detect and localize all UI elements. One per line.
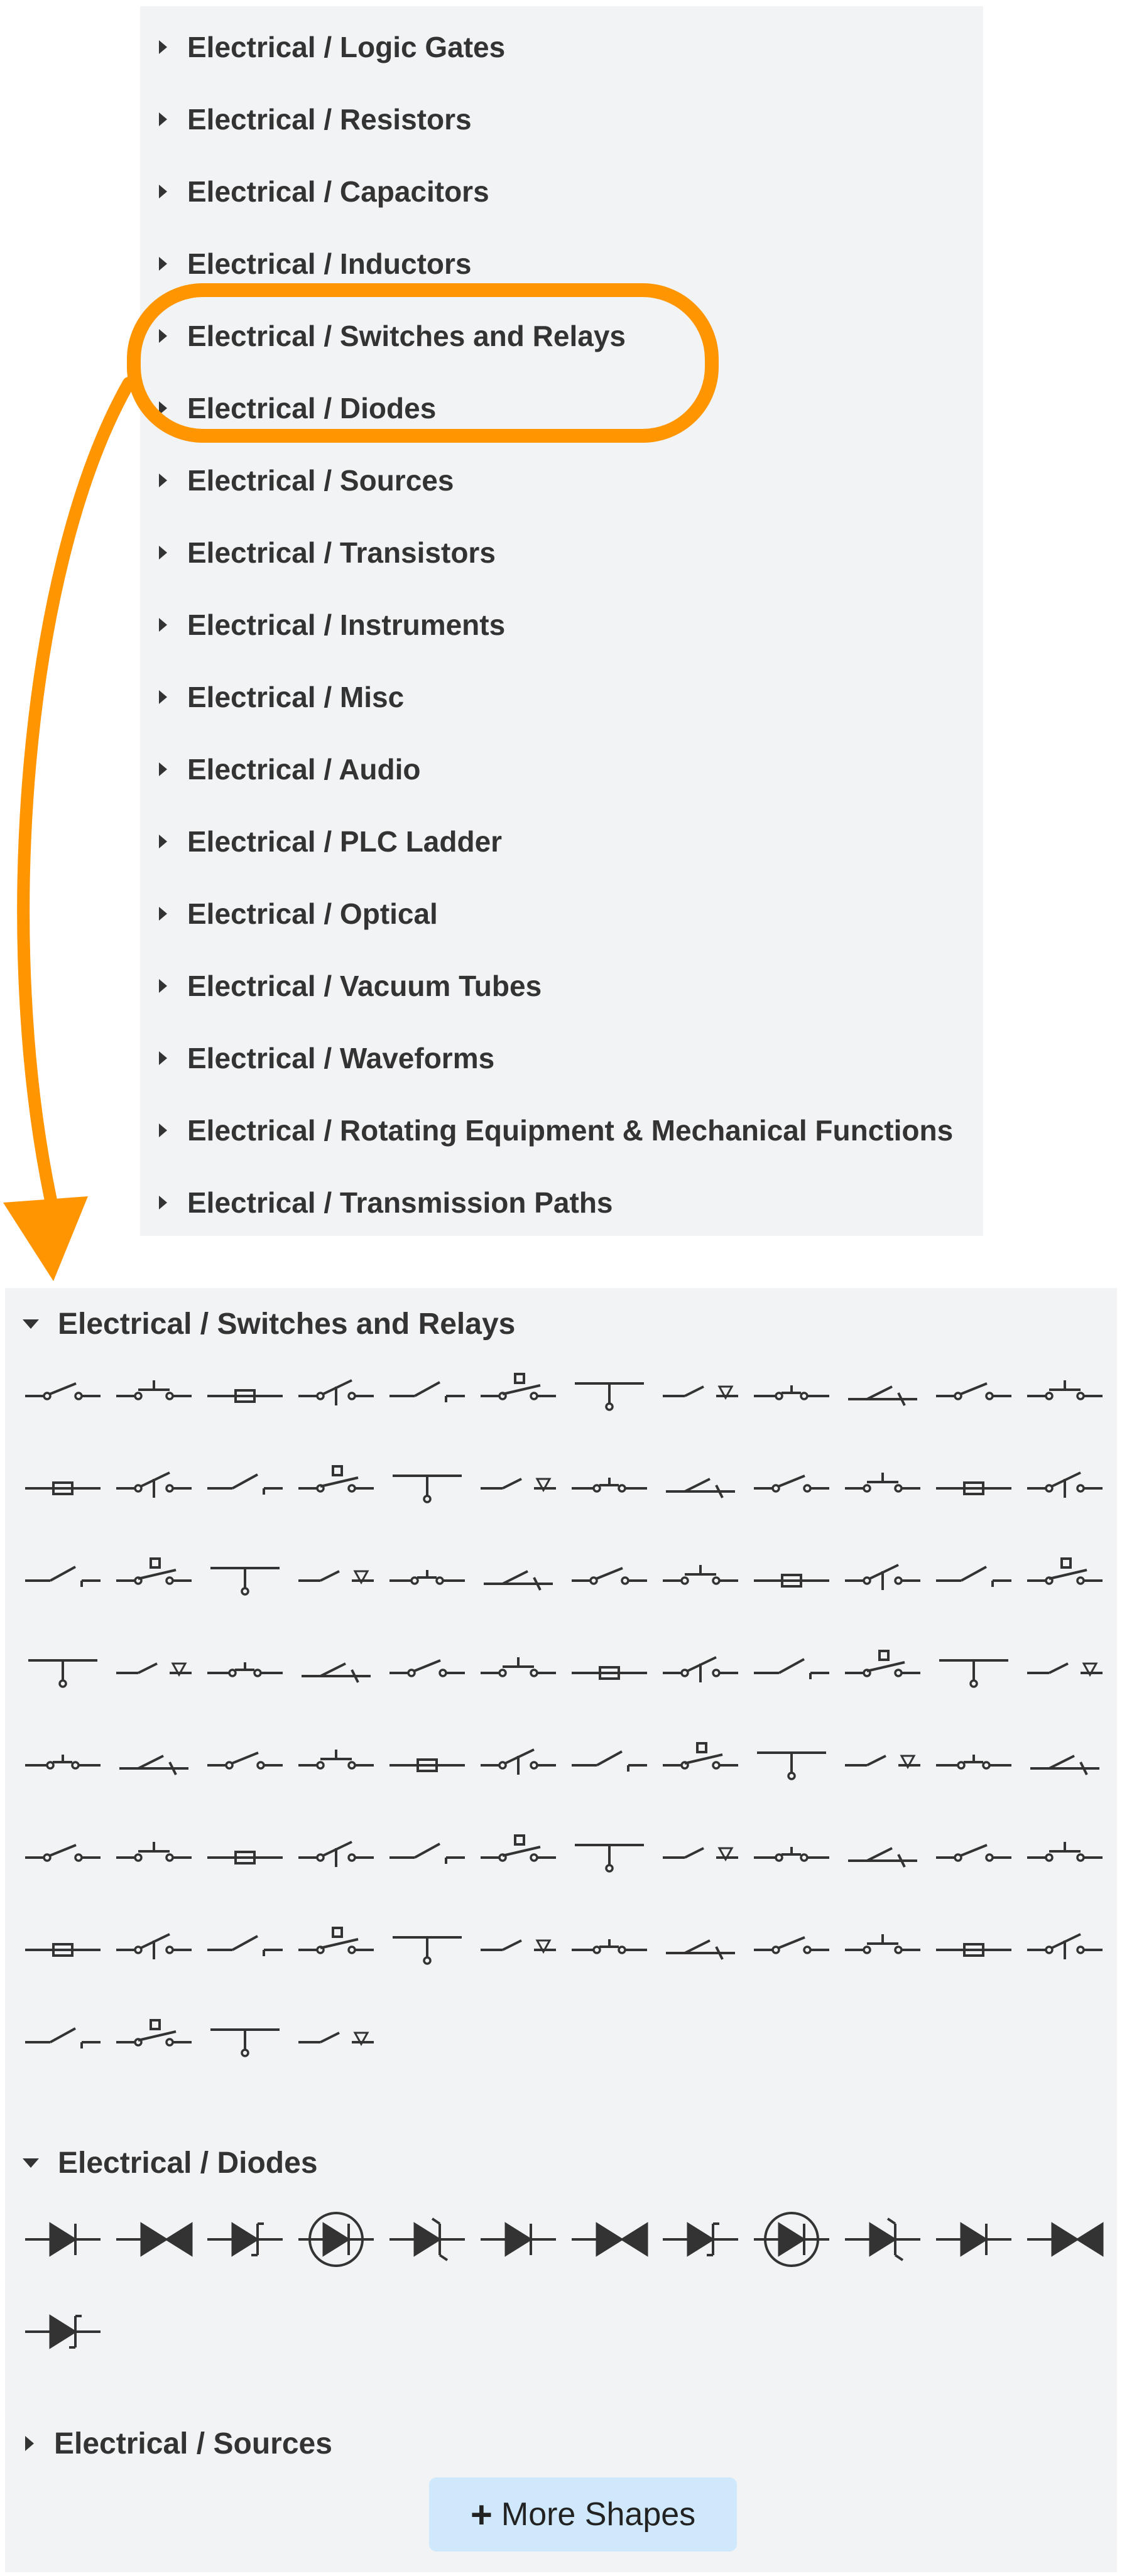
switch-relay-shape-icon xyxy=(751,1823,832,1892)
switch-relay-shape-icon xyxy=(113,1454,195,1523)
switch-relay-shape-88[interactable] xyxy=(292,2001,380,2083)
switch-relay-shape-icon xyxy=(22,1638,104,1707)
switch-relay-shape-icon xyxy=(477,1731,559,1800)
switch-relay-shape-38[interactable] xyxy=(110,1632,198,1714)
category-transistors[interactable] xyxy=(140,521,983,584)
diode-shape-icon xyxy=(295,2205,377,2274)
diode-shape-5[interactable] xyxy=(383,2199,471,2280)
switch-relay-shape-60[interactable] xyxy=(1021,1724,1109,1806)
switch-relay-shape-64[interactable] xyxy=(292,1817,380,1898)
more-shapes-button[interactable] xyxy=(429,2477,737,2552)
switch-relay-shape-53[interactable] xyxy=(383,1724,471,1806)
switch-relay-shape-icon xyxy=(477,1638,559,1707)
switch-relay-shape-59[interactable] xyxy=(930,1724,1018,1806)
shape-library-expanded-panel xyxy=(5,1288,1117,2572)
diode-shape-icon xyxy=(569,2205,650,2274)
diode-shape-12[interactable] xyxy=(1021,2199,1109,2280)
category-logic-gates[interactable] xyxy=(140,16,983,78)
category-label: Electrical / Transmission Paths xyxy=(187,1186,613,1219)
diode-shape-icon xyxy=(204,2205,286,2274)
switch-relay-shape-66[interactable] xyxy=(474,1817,562,1898)
category-sources[interactable] xyxy=(140,449,983,512)
switch-relay-shape-icon xyxy=(1024,1546,1106,1615)
switch-relay-shape-81[interactable] xyxy=(748,1909,836,1991)
switch-relay-shape-icon xyxy=(386,1731,468,1800)
switch-relay-shape-icon xyxy=(933,1915,1015,1984)
switch-relay-shape-50[interactable] xyxy=(110,1724,198,1806)
switch-relay-shape-61[interactable] xyxy=(19,1817,107,1898)
switch-relay-shape-icon xyxy=(477,1546,559,1615)
switch-relay-shape-icon xyxy=(842,1361,923,1431)
switch-relay-shape-icon xyxy=(22,1546,104,1615)
chevron-right-icon xyxy=(159,835,167,848)
section-title: Electrical / Sources xyxy=(54,2427,332,2460)
category-label: Electrical / Instruments xyxy=(187,609,506,641)
category-transmission-paths[interactable] xyxy=(140,1171,983,1234)
chevron-down-icon xyxy=(23,2158,39,2168)
switch-relay-shape-icon xyxy=(569,1546,650,1615)
switch-relay-shape-46[interactable] xyxy=(839,1632,927,1714)
diode-shape-10[interactable] xyxy=(839,2199,927,2280)
switch-relay-shape-76[interactable] xyxy=(292,1909,380,1991)
chevron-right-icon xyxy=(159,401,167,415)
category-label: Electrical / Inductors xyxy=(187,247,472,280)
chevron-right-icon xyxy=(159,979,167,993)
switch-relay-shape-icon xyxy=(751,1454,832,1523)
category-label: Electrical / Sources xyxy=(187,464,454,497)
more-shapes-label: More Shapes xyxy=(501,2496,696,2533)
switch-relay-shape-icon xyxy=(22,1454,104,1523)
switch-relay-shape-icon xyxy=(295,1915,377,1984)
switch-relay-shape-icon xyxy=(751,1361,832,1431)
switch-relay-shape-39[interactable] xyxy=(201,1632,289,1714)
switch-relay-shape-icon xyxy=(113,1546,195,1615)
switch-relay-shape-icon xyxy=(477,1454,559,1523)
chevron-right-icon xyxy=(159,329,167,343)
category-label: Electrical / Rotating Equipment & Mechanical Functions xyxy=(187,1114,954,1147)
diode-shape-3[interactable] xyxy=(201,2199,289,2280)
switch-relay-shape-icon xyxy=(295,1638,377,1707)
diode-shape-9[interactable] xyxy=(748,2199,836,2280)
chevron-right-icon xyxy=(159,1196,167,1210)
switch-relay-shape-83[interactable] xyxy=(930,1909,1018,1991)
switch-relay-shape-26[interactable] xyxy=(110,1540,198,1621)
switch-relay-shape-15[interactable] xyxy=(201,1448,289,1529)
section-header-sources[interactable] xyxy=(5,2415,1117,2472)
switch-relay-shape-icon xyxy=(477,1915,559,1984)
category-label: Electrical / Logic Gates xyxy=(187,31,506,63)
switch-relay-shape-icon xyxy=(477,1361,559,1431)
switch-relay-shape-22[interactable] xyxy=(839,1448,927,1529)
switch-relay-shape-42[interactable] xyxy=(474,1632,562,1714)
switch-relay-shape-icon xyxy=(660,1454,741,1523)
diode-shape-6[interactable] xyxy=(474,2199,562,2280)
category-plc-ladder[interactable] xyxy=(140,810,983,873)
switch-relay-shape-40[interactable] xyxy=(292,1632,380,1714)
switch-relay-shape-85[interactable] xyxy=(19,2001,107,2083)
switch-relay-shape-icon xyxy=(933,1823,1015,1892)
switch-relay-shape-icon xyxy=(204,1454,286,1523)
switch-relay-shape-12[interactable] xyxy=(1021,1355,1109,1437)
switch-relay-shape-icon xyxy=(933,1731,1015,1800)
diode-shape-icon xyxy=(386,2205,468,2274)
switch-relay-shape-56[interactable] xyxy=(656,1724,744,1806)
switch-relay-shape-icon xyxy=(295,1361,377,1431)
switch-relay-shape-84[interactable] xyxy=(1021,1909,1109,1991)
chevron-right-icon xyxy=(159,618,167,632)
switch-relay-shape-icon xyxy=(295,1546,377,1615)
switch-relay-shape-45[interactable] xyxy=(748,1632,836,1714)
switch-relay-shape-icon xyxy=(660,1731,741,1800)
switch-relay-shape-icon xyxy=(22,2008,104,2077)
switch-relay-shape-47[interactable] xyxy=(930,1632,1018,1714)
switch-relay-shape-19[interactable] xyxy=(565,1448,653,1529)
switch-relay-shape-87[interactable] xyxy=(201,2001,289,2083)
switch-relay-shape-icon xyxy=(295,1731,377,1800)
switch-relay-shape-17[interactable] xyxy=(383,1448,471,1529)
switch-relay-shape-32[interactable] xyxy=(656,1540,744,1621)
chevron-right-icon xyxy=(159,1123,167,1137)
switch-relay-shape-icon xyxy=(386,1823,468,1892)
chevron-right-icon xyxy=(159,257,167,271)
diode-shape-2[interactable] xyxy=(110,2199,198,2280)
switch-relay-shape-16[interactable] xyxy=(292,1448,380,1529)
diode-shape-icon xyxy=(22,2297,104,2366)
chevron-right-icon xyxy=(159,690,167,704)
switch-relay-shape-35[interactable] xyxy=(930,1540,1018,1621)
switch-relay-shape-77[interactable] xyxy=(383,1909,471,1991)
switch-relay-shape-icon xyxy=(660,1361,741,1431)
switch-relay-shape-71[interactable] xyxy=(930,1817,1018,1898)
switch-relay-shape-68[interactable] xyxy=(656,1817,744,1898)
switch-relay-shape-2[interactable] xyxy=(110,1355,198,1437)
diode-shape-icon xyxy=(933,2205,1015,2274)
switch-relay-shape-49[interactable] xyxy=(19,1724,107,1806)
switch-relay-shape-58[interactable] xyxy=(839,1724,927,1806)
switch-relay-shape-icon xyxy=(22,1823,104,1892)
annotation-arrow-head xyxy=(3,1196,88,1281)
chevron-right-icon xyxy=(159,40,167,54)
switch-relay-shape-icon xyxy=(22,1915,104,1984)
switch-relay-shape-icon xyxy=(933,1638,1015,1707)
switch-relay-shape-57[interactable] xyxy=(748,1724,836,1806)
category-misc[interactable] xyxy=(140,666,983,728)
switch-relay-shape-icon xyxy=(204,1361,286,1431)
diode-shape-4[interactable] xyxy=(292,2199,380,2280)
switch-relay-shape-icon xyxy=(569,1454,650,1523)
switch-relay-shape-8[interactable] xyxy=(656,1355,744,1437)
switch-relay-shape-icon xyxy=(204,1546,286,1615)
chevron-right-icon xyxy=(159,907,167,921)
switch-relay-shape-icon xyxy=(1024,1454,1106,1523)
switch-relay-shape-51[interactable] xyxy=(201,1724,289,1806)
switch-relay-shape-icon xyxy=(22,1361,104,1431)
category-label: Electrical / Waveforms xyxy=(187,1042,495,1074)
chevron-right-icon xyxy=(159,112,167,126)
switch-relay-shape-5[interactable] xyxy=(383,1355,471,1437)
switch-relay-shape-icon xyxy=(933,1546,1015,1615)
switch-relay-shape-icon xyxy=(569,1823,650,1892)
section-title: Electrical / Switches and Relays xyxy=(58,1307,516,1341)
category-label: Electrical / Switches and Relays xyxy=(187,320,626,352)
diode-shape-icon xyxy=(842,2205,923,2274)
switch-relay-shape-icon xyxy=(569,1638,650,1707)
switch-relay-shape-23[interactable] xyxy=(930,1448,1018,1529)
category-label: Electrical / Audio xyxy=(187,753,421,786)
switch-relay-shape-70[interactable] xyxy=(839,1817,927,1898)
diode-shape-icon xyxy=(1024,2205,1106,2274)
category-instruments[interactable] xyxy=(140,593,983,656)
switch-relay-shape-37[interactable] xyxy=(19,1632,107,1714)
switch-relay-shape-34[interactable] xyxy=(839,1540,927,1621)
switch-relay-shape-icon xyxy=(751,1638,832,1707)
switch-relay-shape-icon xyxy=(933,1454,1015,1523)
switch-relay-shape-29[interactable] xyxy=(383,1540,471,1621)
diode-shape-1[interactable] xyxy=(19,2199,107,2280)
chevron-right-icon xyxy=(159,762,167,776)
switch-relay-shape-icon xyxy=(113,1915,195,1984)
category-rotating-equipment[interactable] xyxy=(140,1099,983,1162)
category-label: Electrical / Capacitors xyxy=(187,175,489,208)
category-waveforms[interactable] xyxy=(140,1027,983,1090)
switch-relay-shape-69[interactable] xyxy=(748,1817,836,1898)
category-vacuum-tubes[interactable] xyxy=(140,955,983,1017)
switch-relay-shape-31[interactable] xyxy=(565,1540,653,1621)
switch-relay-shape-28[interactable] xyxy=(292,1540,380,1621)
switch-relay-shape-44[interactable] xyxy=(656,1632,744,1714)
section-header-diodes[interactable] xyxy=(5,2135,1117,2191)
diode-shape-icon xyxy=(477,2205,559,2274)
switch-relay-shape-43[interactable] xyxy=(565,1632,653,1714)
switch-relay-shape-65[interactable] xyxy=(383,1817,471,1898)
switch-relay-shape-icon xyxy=(569,1915,650,1984)
category-audio[interactable] xyxy=(140,738,983,801)
switch-relay-shape-icon xyxy=(113,1638,195,1707)
category-label: Electrical / PLC Ladder xyxy=(187,825,503,858)
switch-relay-shape-icon xyxy=(751,1915,832,1984)
switch-relay-shape-icon xyxy=(204,1915,286,1984)
switch-relay-shape-icon xyxy=(751,1731,832,1800)
switch-relay-shape-21[interactable] xyxy=(748,1448,836,1529)
switch-relay-shape-icon xyxy=(842,1638,923,1707)
category-label: Electrical / Transistors xyxy=(187,536,496,569)
section-title: Electrical / Diodes xyxy=(58,2146,318,2180)
switch-relay-shape-icon xyxy=(204,2008,286,2077)
switch-relay-shape-icon xyxy=(751,1546,832,1615)
switch-relay-shape-icon xyxy=(660,1915,741,1984)
switch-relay-shape-82[interactable] xyxy=(839,1909,927,1991)
switch-relay-shape-icon xyxy=(1024,1731,1106,1800)
switch-relay-shape-icon xyxy=(386,1915,468,1984)
category-label: Electrical / Diodes xyxy=(187,392,437,425)
switch-relay-shape-74[interactable] xyxy=(110,1909,198,1991)
diode-shape-13[interactable] xyxy=(19,2291,107,2373)
switch-relay-shape-icon xyxy=(386,1638,468,1707)
annotation-arrow-curve xyxy=(23,383,129,1212)
switch-relay-shape-icon xyxy=(1024,1823,1106,1892)
switch-relay-shape-67[interactable] xyxy=(565,1817,653,1898)
switch-relay-shape-54[interactable] xyxy=(474,1724,562,1806)
switch-relay-shape-55[interactable] xyxy=(565,1724,653,1806)
category-diodes[interactable] xyxy=(140,377,983,440)
switch-relay-shape-75[interactable] xyxy=(201,1909,289,1991)
diode-shape-icon xyxy=(22,2205,104,2274)
chevron-right-icon xyxy=(159,185,167,198)
diode-shape-8[interactable] xyxy=(656,2199,744,2280)
chevron-right-icon xyxy=(25,2436,34,2451)
switch-relay-shape-icon xyxy=(842,1731,923,1800)
category-inductors[interactable] xyxy=(140,232,983,295)
switch-relay-shape-33[interactable] xyxy=(748,1540,836,1621)
switch-relay-shape-icon xyxy=(386,1454,468,1523)
switch-relay-shape-icon xyxy=(842,1823,923,1892)
switch-relay-shape-9[interactable] xyxy=(748,1355,836,1437)
switch-relay-shape-icon xyxy=(842,1546,923,1615)
chevron-down-icon xyxy=(23,1319,39,1329)
switch-relay-shape-icon xyxy=(113,2008,195,2077)
switch-relay-shape-icon xyxy=(933,1361,1015,1431)
plus-icon: + xyxy=(470,2493,493,2536)
switch-relay-shape-icon xyxy=(386,1546,468,1615)
switch-relay-shape-48[interactable] xyxy=(1021,1632,1109,1714)
switch-relay-shape-icon xyxy=(113,1823,195,1892)
switch-relay-shape-icon xyxy=(295,1454,377,1523)
switch-relay-shape-10[interactable] xyxy=(839,1355,927,1437)
switch-relay-shape-icon xyxy=(113,1731,195,1800)
switch-relay-shape-icon xyxy=(842,1454,923,1523)
switch-relay-shape-20[interactable] xyxy=(656,1448,744,1529)
switch-relay-shape-80[interactable] xyxy=(656,1909,744,1991)
switch-relay-shape-73[interactable] xyxy=(19,1909,107,1991)
diode-shape-icon xyxy=(751,2205,832,2274)
category-label: Electrical / Optical xyxy=(187,897,438,930)
switch-relay-shape-41[interactable] xyxy=(383,1632,471,1714)
switch-relay-shape-14[interactable] xyxy=(110,1448,198,1529)
switch-relay-shape-78[interactable] xyxy=(474,1909,562,1991)
switch-relay-shape-icon xyxy=(569,1731,650,1800)
switch-relay-shape-icon xyxy=(22,1731,104,1800)
switch-relay-shape-1[interactable] xyxy=(19,1355,107,1437)
chevron-right-icon xyxy=(159,1051,167,1065)
category-label: Electrical / Resistors xyxy=(187,103,472,136)
diode-shape-icon xyxy=(113,2205,195,2274)
category-label: Electrical / Vacuum Tubes xyxy=(187,970,542,1002)
switch-relay-shape-79[interactable] xyxy=(565,1909,653,1991)
switch-relay-shape-63[interactable] xyxy=(201,1817,289,1898)
switch-relay-shape-icon xyxy=(204,1638,286,1707)
switch-relay-shape-4[interactable] xyxy=(292,1355,380,1437)
switch-relay-shape-icon xyxy=(842,1915,923,1984)
switch-relay-shape-36[interactable] xyxy=(1021,1540,1109,1621)
switch-relay-shape-icon xyxy=(204,1823,286,1892)
switch-relay-shape-3[interactable] xyxy=(201,1355,289,1437)
switch-relay-shape-18[interactable] xyxy=(474,1448,562,1529)
switch-relay-shape-72[interactable] xyxy=(1021,1817,1109,1898)
switch-relay-shape-icon xyxy=(660,1823,741,1892)
switch-relay-shape-52[interactable] xyxy=(292,1724,380,1806)
category-capacitors[interactable] xyxy=(140,160,983,223)
switch-relay-shape-62[interactable] xyxy=(110,1817,198,1898)
switch-relay-shape-icon xyxy=(1024,1638,1106,1707)
switch-relay-shape-icon xyxy=(204,1731,286,1800)
switch-relay-shape-icon xyxy=(477,1823,559,1892)
switch-relay-shape-icon xyxy=(386,1361,468,1431)
diode-shape-icon xyxy=(660,2205,741,2274)
switch-relay-shape-icon xyxy=(660,1638,741,1707)
switch-relay-shape-icon xyxy=(660,1546,741,1615)
chevron-right-icon xyxy=(159,474,167,487)
switch-relay-shape-25[interactable] xyxy=(19,1540,107,1621)
diode-shape-7[interactable] xyxy=(565,2199,653,2280)
chevron-right-icon xyxy=(159,546,167,560)
category-resistors[interactable] xyxy=(140,88,983,151)
category-optical[interactable] xyxy=(140,882,983,945)
switch-relay-shape-icon xyxy=(295,1823,377,1892)
switch-relay-shape-30[interactable] xyxy=(474,1540,562,1621)
switch-relay-shape-6[interactable] xyxy=(474,1355,562,1437)
switch-relay-shape-icon xyxy=(1024,1361,1106,1431)
switch-relay-shape-icon xyxy=(295,2008,377,2077)
category-label: Electrical / Misc xyxy=(187,681,405,713)
switch-relay-shape-7[interactable] xyxy=(565,1355,653,1437)
shape-library-collapsed-list xyxy=(140,6,983,1236)
section-header-switches-and-relays[interactable] xyxy=(5,1296,1117,1352)
switch-relay-shape-icon xyxy=(569,1361,650,1431)
switch-relay-shape-27[interactable] xyxy=(201,1540,289,1621)
category-switches-and-relays[interactable] xyxy=(140,305,983,367)
switch-relay-shape-icon xyxy=(113,1361,195,1431)
switch-relay-shape-86[interactable] xyxy=(110,2001,198,2083)
switch-relay-shape-11[interactable] xyxy=(930,1355,1018,1437)
diode-shape-11[interactable] xyxy=(930,2199,1018,2280)
switch-relay-shape-24[interactable] xyxy=(1021,1448,1109,1529)
switch-relay-shape-icon xyxy=(1024,1915,1106,1984)
switch-relay-shape-13[interactable] xyxy=(19,1448,107,1529)
